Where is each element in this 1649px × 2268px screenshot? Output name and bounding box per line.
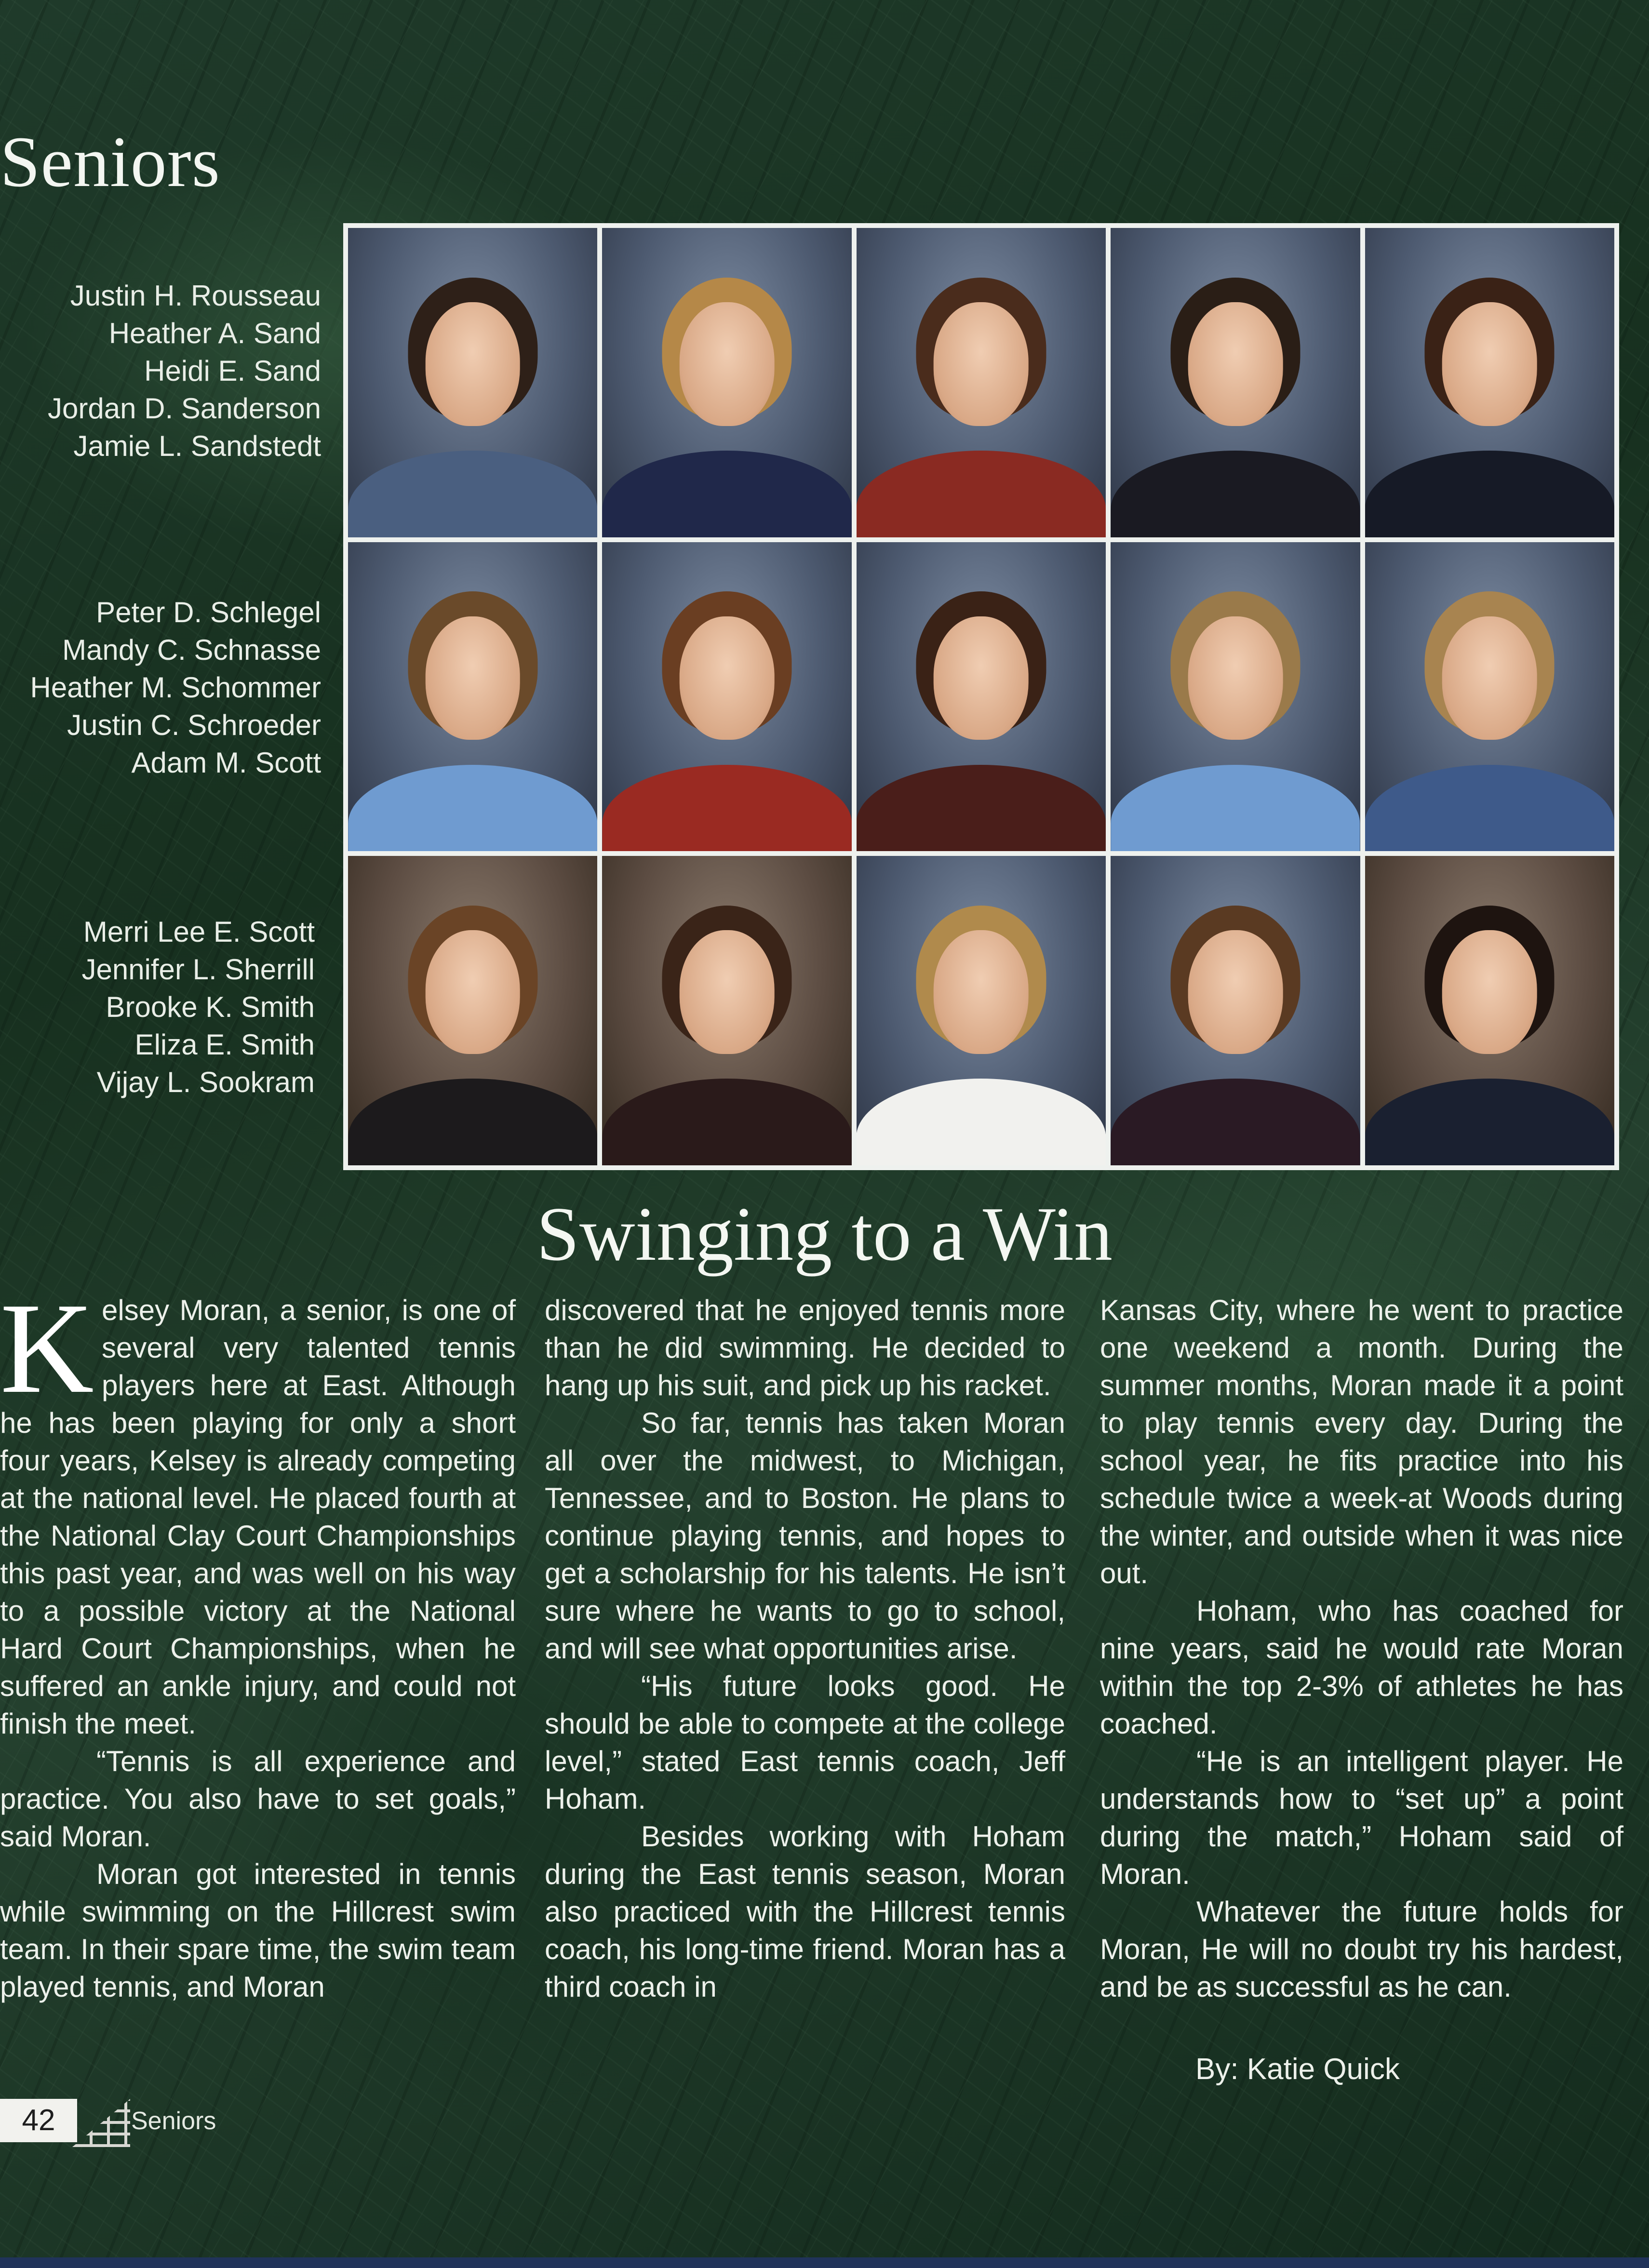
portrait-grid: [343, 223, 1619, 1170]
drop-cap: K: [0, 1276, 94, 1420]
student-name: Heather A. Sand: [108, 317, 321, 349]
student-name: Heidi E. Sand: [144, 355, 321, 387]
student-name: Jennifer L. Sherrill: [81, 953, 315, 986]
article-paragraph: Hoham, who has coached for nine years, said he would rate Moran within the top 2-3% of athletes he has coached.: [1100, 1595, 1623, 1740]
student-name: Jordan D. Sanderson: [47, 392, 321, 425]
student-name: Vijay L. Sookram: [96, 1066, 315, 1098]
name-list-row-3: [0, 913, 315, 1101]
portrait-photo: [1365, 856, 1614, 1165]
page-folio: [0, 2099, 251, 2152]
portrait-photo: [1365, 228, 1614, 537]
portrait-photo: [348, 856, 597, 1165]
name-list-row-1: [0, 277, 321, 465]
student-name: Eliza E. Smith: [134, 1028, 315, 1061]
student-name: Justin C. Schroeder: [67, 709, 321, 741]
name-list-row-2: [0, 594, 321, 782]
portrait-photo: [1111, 856, 1360, 1165]
article-paragraph: “His future looks good. He should be able to compete at the college level,” stated East tennis coach, Jeff Hoham.: [545, 1670, 1065, 1815]
portrait-photo: [602, 856, 851, 1165]
brick-wall-icon: [72, 2099, 130, 2147]
folio-section-label: Seniors: [131, 2107, 216, 2135]
portrait-photo: [857, 542, 1106, 852]
article-paragraph: Kelsey Moran, a senior, is one of several very talented tennis players here at East. Although he has been playing for only a short four years, Kelsey is already competing at the national level. He placed fourth at the National Clay Court Championships this past year, and was well on his way to a possible victory at the National Hard Court Championships, when he suffered an ankle injury, and could not finish the meet.: [0, 1276, 516, 1740]
article-column-1: [0, 1276, 516, 2087]
article-paragraph: Besides working with Hoham during the East tennis season, Moran also practiced with the Hillcrest tennis coach, his long-time friend. Moran has a third coach in: [545, 1820, 1065, 2003]
portrait-photo: [1111, 228, 1360, 537]
article-column-2: [545, 1292, 1065, 2087]
portrait-photo: [1111, 542, 1360, 852]
article-paragraph: Moran got interested in tennis while swimming on the Hillcrest swim team. In their spare time, the swim team played tennis, and Moran: [0, 1858, 516, 2003]
portrait-photo: [1365, 542, 1614, 852]
portrait-photo: [602, 228, 851, 537]
portrait-photo: [348, 228, 597, 537]
student-name: Jamie L. Sandstedt: [73, 430, 321, 462]
page-title: Seniors: [0, 122, 220, 202]
student-name: Mandy C. Schnasse: [62, 634, 321, 666]
article-byline: By: Katie Quick: [1195, 2053, 1400, 2086]
student-name: Heather M. Schommer: [30, 671, 321, 704]
article-headline: Swinging to a Win: [536, 1191, 1113, 1277]
article-column-3: [1100, 1292, 1623, 2087]
portrait-photo: [857, 856, 1106, 1165]
article-paragraph: Whatever the future holds for Moran, He will no doubt try his hardest, and be as successful as he can.: [1100, 1895, 1623, 2003]
student-name: Justin H. Rousseau: [70, 280, 321, 312]
article-paragraph: “Tennis is all experience and practice. You also have to set goals,” said Moran.: [0, 1745, 516, 1853]
article-paragraph: So far, tennis has taken Moran all over the midwest, to Michigan, Tennessee, and to Boston. He plans to continue playing tennis, and hopes to get a scholarship for his talents. He isn’t sure where he wants to go to school, and will see what opportunities arise.: [545, 1407, 1065, 1665]
article-paragraph: “He is an intelligent player. He understands how to “set up” a point during the match,” Hoham said of Moran.: [1100, 1745, 1623, 1890]
student-name: Peter D. Schlegel: [96, 596, 321, 628]
student-name: Adam M. Scott: [131, 747, 321, 779]
student-name: Merri Lee E. Scott: [83, 916, 315, 948]
portrait-photo: [602, 542, 851, 852]
student-name: Brooke K. Smith: [106, 991, 315, 1023]
portrait-photo: [348, 542, 597, 852]
article-paragraph: discovered that he enjoyed tennis more than he did swimming. He decided to hang up his suit, and pick up his racket.: [545, 1294, 1065, 1401]
article-paragraph: Kansas City, where he went to practice one weekend a month. During the summer months, Moran made it a point to play tennis every day. During the school year, he fits practice into his schedule twice a week-at Woods during the winter, and outside when it was nice out.: [1100, 1294, 1623, 1589]
bottom-border: [0, 2257, 1649, 2268]
portrait-photo: [857, 228, 1106, 537]
page-number: 42: [0, 2099, 77, 2142]
